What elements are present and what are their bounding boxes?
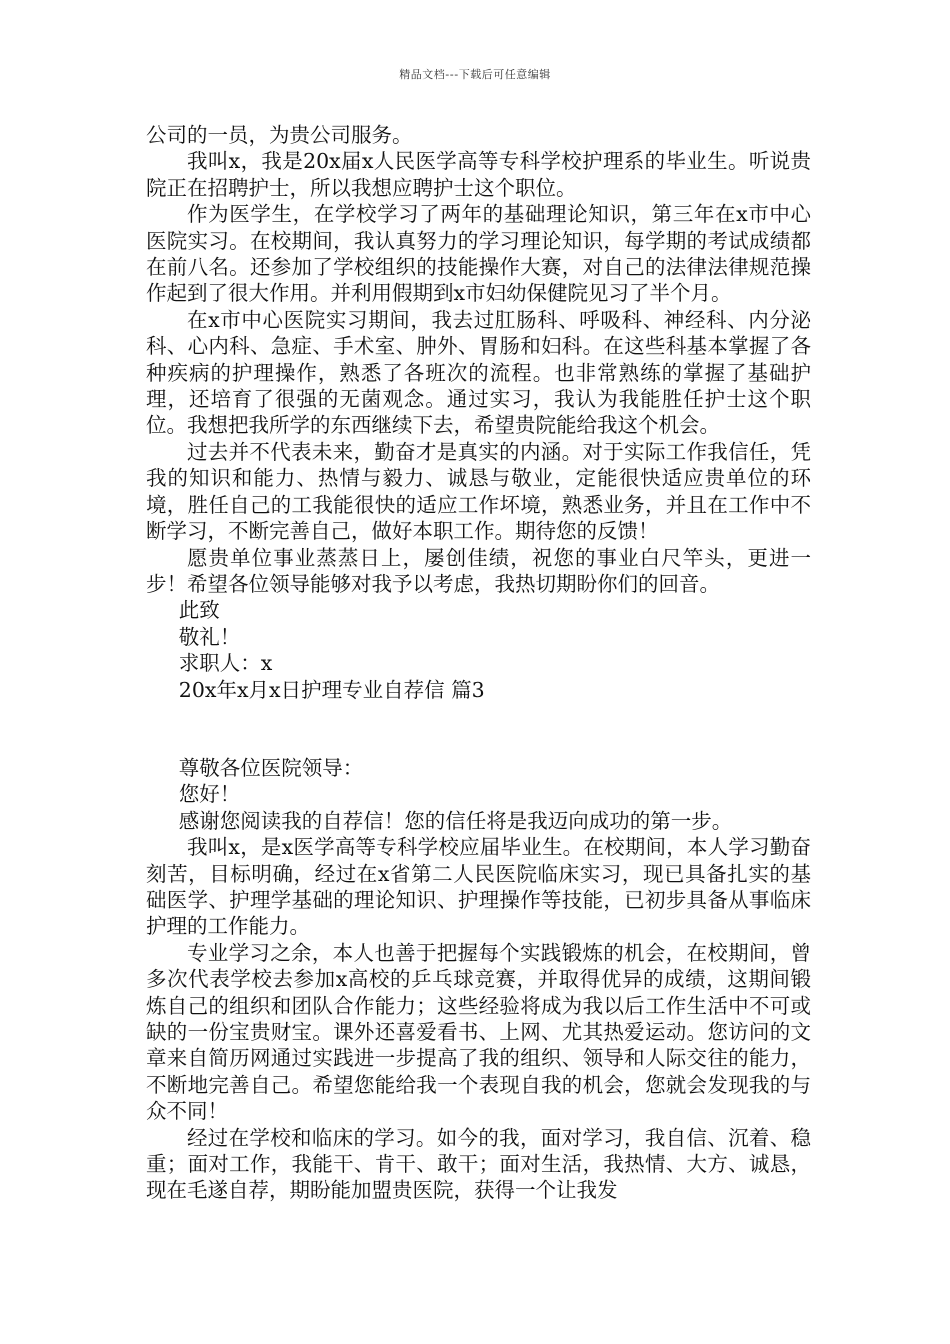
- hello-line: 您好！: [178, 782, 241, 807]
- paragraph: 感谢您阅读我的自荐信！您的信任将是我迈向成功的第一步。: [178, 808, 733, 833]
- paragraph: 公司的一员，为贵公司服务。: [146, 123, 413, 147]
- section-gap: [146, 703, 811, 755]
- letter-greeting: 尊敬各位医院领导：: [178, 755, 364, 780]
- paragraph: 我叫x，是x医学高等专科学校应届毕业生。在校期间，本人学习勤奋刻苦，目标明确，经过在x省第二人民医院临床实习，现已具备扎实的基础医学、护理学基础的理论知识、护理操作等技能，已初步具备从事临床护理的工作能力。: [146, 835, 811, 939]
- page-header: 精品文档---下载后可任意编辑: [399, 68, 551, 81]
- paragraph: 愿贵单位事业蒸蒸日上，屡创佳绩，祝您的事业白尺竿头，更进一步！希望各位领导能够对我予以考虑，我热切期盼你们的回音。: [146, 545, 811, 596]
- paragraph: 我叫x，我是20x届x人民医学高等专科学校护理系的毕业生。听说贵院正在招聘护士，所以我想应聘护士这个职位。: [146, 149, 811, 200]
- date-title-line: 20x年x月x日护理专业自荐信 篇3: [178, 677, 485, 702]
- closing-regards: 敬礼！: [178, 624, 241, 649]
- paragraph: 作为医学生，在学校学习了两年的基础理论知识，第三年在x市中心医院实习。在校期间，我认真努力的学习理论知识，每学期的考试成绩都在前八名。还参加了学校组织的技能操作大赛，对自己的法律法律规范操作起到了很大作用。并利用假期到x市妇幼保健院见习了半个月。: [146, 202, 811, 306]
- paragraph: 专业学习之余，本人也善于把握每个实践锻炼的机会，在校期间，曾多次代表学校去参加x高校的乒乓球竞赛，并取得优异的成绩，这期间锻炼自己的组织和团队合作能力；这些经验将成为我以后工作生活中不可或缺的一份宝贵财宝。课外还喜爱看书、上网、尤其热爱运动。您访问的文章来自简历网通过实践进一步提高了我的组织、领导和人际交往的能力，不断地完善自己。希望您能给我一个表现自我的机会，您就会发现我的与众不同！: [146, 940, 811, 1124]
- document-body: [146, 122, 811, 1204]
- paragraph: 经过在学校和临床的学习。如今的我，面对学习，我自信、沉着、稳重；面对工作，我能干、肯干、敢干；面对生活，我热情、大方、诚恳，现在毛遂自荐，期盼能加盟贵医院，获得一个让我发: [146, 1125, 811, 1203]
- signature-line: 求职人：x: [178, 651, 273, 676]
- closing-salutation: 此致: [178, 598, 220, 623]
- paragraph: 在x市中心医院实习期间，我去过肛肠科、呼吸科、神经科、内分泌科、心内科、急症、手术室、肿外、胃肠和妇科。在这些科基本掌握了各种疾病的护理操作，熟悉了各班次的流程。也非常熟练的掌握了基础护理，还培育了很强的无菌观念。通过实习，我认为我能胜任护士这个职位。我想把我所学的东西继续下去，希望贵院能给我这个机会。: [146, 307, 811, 438]
- paragraph: 过去并不代表未来，勤奋才是真实的内涵。对于实际工作我信任，凭我的知识和能力、热情与毅力、诚恳与敬业，定能很快适应贵单位的环境，胜任自己的工我能很快的适应工作坏境，熟悉业务，并且在工作中不断学习，不断完善自己，做好本职工作。期待您的反馈！: [146, 439, 811, 544]
